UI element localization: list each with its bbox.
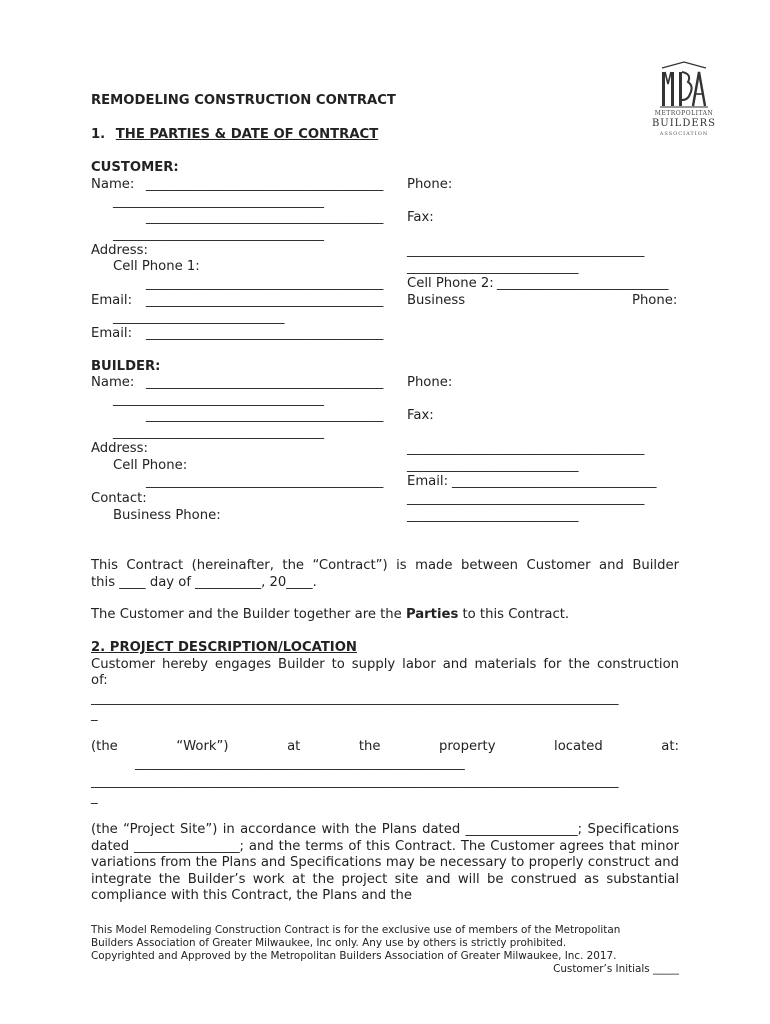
customer-heading: CUSTOMER: [91, 160, 179, 175]
work-word-5: property [439, 739, 496, 754]
contract-title: REMODELING CONSTRUCTION CONTRACT [91, 93, 396, 108]
customer-business-phone-field[interactable]: __________________________ [113, 310, 285, 325]
builder-name-field[interactable]: ____________________________________ [146, 375, 384, 390]
builder-cell-field[interactable]: ____________________________________ [146, 474, 384, 489]
work-description-field-tail: _ [91, 707, 98, 722]
mba-logo [652, 60, 716, 142]
section2-heading: 2. PROJECT DESCRIPTION/LOCATION [91, 640, 357, 655]
customer-cell1-label: Cell Phone 1: [113, 259, 200, 274]
section1-heading [91, 127, 378, 143]
builder-address-field-2[interactable]: __________________________ [407, 458, 579, 473]
property-address-field[interactable]: __________________________________________________ [135, 756, 465, 771]
project-site-paragraph: (the “Project Site”) in accordance with the Plans dated _________________; Specifications dated ________________; and the terms of this Contract. The Customer agrees that minor variations from the Plans and Specifications may be necessary to properly construct and integrate the Builder’s work at the project site and will be construed as substantial compliance with this Contract, the Plans and the [91, 822, 679, 904]
builder-address-label: Address: [91, 441, 148, 456]
customer-business-phone-label: Phone: [632, 293, 678, 308]
footer-line2: Builders Association of Greater Milwaukee, Inc only. Any use by others is strictly prohibited. [91, 937, 567, 949]
section1-title: THE PARTIES & DATE OF CONTRACT [115, 127, 379, 142]
footer-line3: Copyrighted and Approved by the Metropolitan Builders Association of Greater Milwaukee, Inc. 2017. [91, 950, 617, 962]
customer-initials[interactable]: Customer’s Initials _____ [553, 963, 679, 975]
property-address-field-tail: _ [91, 790, 98, 805]
logo-line3: ASSOCIATION [659, 131, 709, 137]
work-word-4: the [358, 739, 381, 754]
builder-business-phone-label: Business Phone: [113, 508, 221, 523]
builder-phone-field[interactable]: ________________________________ [113, 392, 324, 407]
intro-line1: This Contract (hereinafter, the “Contract”) is made between Customer and Builder [91, 558, 679, 573]
customer-name-field[interactable]: ____________________________________ [146, 177, 384, 192]
customer-name-label: Name: [91, 177, 135, 192]
customer-address-field-2[interactable]: __________________________ [407, 260, 579, 275]
customer-address-field[interactable]: ____________________________________ [407, 243, 645, 258]
parties-post: to this Contract. [458, 607, 570, 622]
builder-fax-field[interactable]: ________________________________ [113, 425, 324, 440]
work-location-line [91, 739, 679, 755]
section2-line1: Customer hereby engages Builder to supply labor and materials for the construction [91, 657, 679, 672]
parties-pre: The Customer and the Builder together are the [91, 607, 406, 622]
customer-address-label: Address: [91, 243, 148, 258]
builder-cell-label: Cell Phone: [113, 458, 188, 473]
builder-email-field[interactable]: _______________________________ [452, 474, 657, 489]
builder-heading: BUILDER: [91, 359, 161, 374]
customer-cell1-field[interactable]: ____________________________________ [146, 276, 384, 291]
section2-line2: of: [91, 673, 108, 688]
customer-email-label: Email: [91, 293, 133, 308]
customer-business-label: Business [407, 293, 466, 308]
customer-email-field[interactable]: ____________________________________ [146, 293, 384, 308]
builder-contact-field[interactable]: ____________________________________ [407, 491, 645, 506]
parties-bold: Parties [405, 607, 459, 622]
work-word-2: “Work”) [176, 739, 229, 754]
builder-email-label: Email: [407, 474, 449, 489]
customer-line-field[interactable]: ____________________________________ [146, 210, 384, 225]
customer-phone-label: Phone: [407, 177, 453, 192]
logo-line1: METROPOLITAN [654, 110, 714, 117]
work-word-7: at: [661, 739, 679, 754]
builder-phone-label: Phone: [407, 375, 453, 390]
customer-phone-field[interactable]: ________________________________ [113, 194, 324, 209]
customer-fax-label: Fax: [407, 210, 434, 225]
customer-email2-field[interactable]: ____________________________________ [146, 326, 384, 341]
builder-fax-label: Fax: [407, 408, 434, 423]
customer-cell2-label: Cell Phone 2: [407, 276, 494, 291]
builder-address-field[interactable]: ____________________________________ [407, 441, 645, 456]
logo-line2: BUILDERS [651, 118, 717, 129]
section1-number: 1. [91, 127, 106, 142]
builder-name-label: Name: [91, 375, 135, 390]
work-description-field[interactable]: ________________________________________________________________________________ [91, 691, 619, 706]
work-word-1: (the [91, 739, 118, 754]
work-word-6: located [554, 739, 603, 754]
parties-sentence [91, 607, 569, 623]
builder-contact-label: Contact: [91, 491, 147, 506]
customer-fax-field[interactable]: ________________________________ [113, 227, 324, 242]
property-address-field-2[interactable]: ________________________________________________________________________________ [91, 774, 619, 789]
mba-monogram-icon [652, 60, 716, 142]
customer-email2-label: Email: [91, 326, 133, 341]
footer-line1: This Model Remodeling Construction Contract is for the exclusive use of members of the Metropolitan [91, 924, 621, 936]
builder-line-field[interactable]: ____________________________________ [146, 408, 384, 423]
work-word-3: at [287, 739, 301, 754]
customer-cell2-field[interactable]: __________________________ [497, 276, 669, 291]
intro-line2: this ____ day of __________, 20____. [91, 575, 317, 590]
builder-business-phone-field[interactable]: __________________________ [407, 508, 579, 523]
